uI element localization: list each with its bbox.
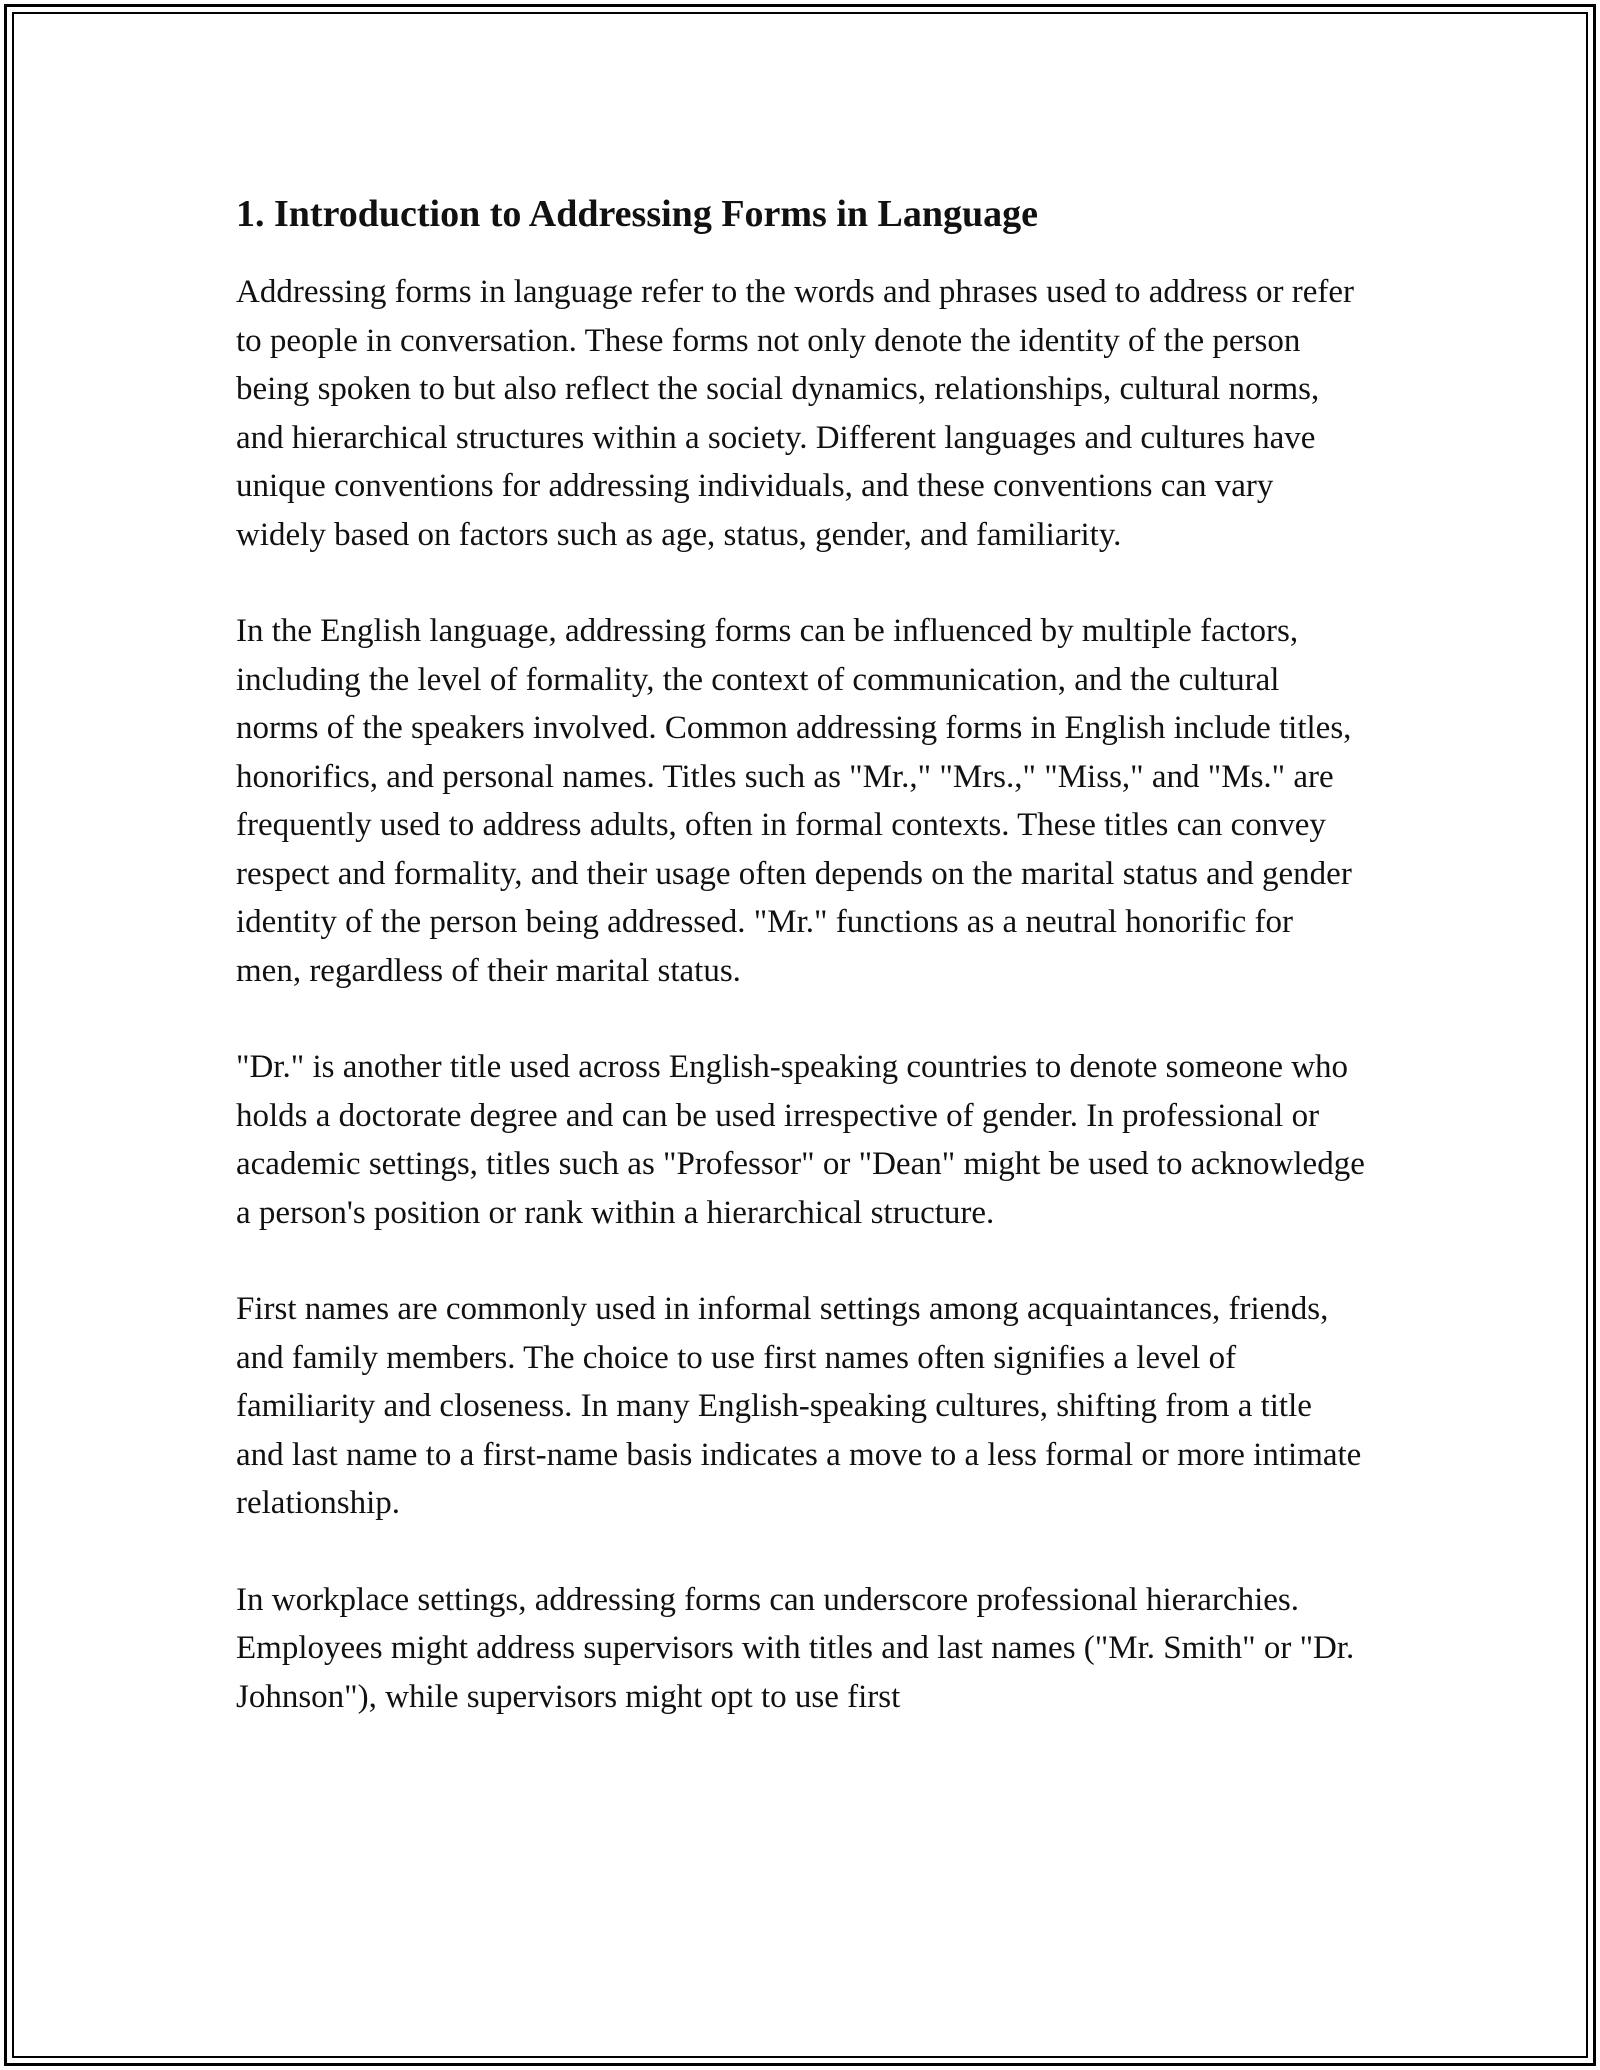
- paragraph-3: "Dr." is another title used across English-speaking countries to denote someone who holds a doctorate degree and can be used irrespective of gender. In professional or academic settings, titles such as "Professor" or "Dean" might be used to acknowledge a person's position or rank within a hierarchical structure.: [236, 1049, 1365, 1231]
- paragraph-5: In workplace settings, addressing forms can underscore professional hierarchies. Employees might address supervisors with titles and last names ("Mr. Smith" or "Dr. Johnson"), while supervisors might opt to use first: [236, 1581, 1355, 1715]
- section-heading: 1. Introduction to Addressing Forms in Language: [236, 193, 1039, 235]
- paragraph-4: First names are commonly used in informal settings among acquaintances, friends, and family members. The choice to use first names often signifies a level of familiarity and closeness. In many English-speaking cultures, shifting from a title and last name to a first-name basis indicates a move to a less formal or more intimate relationship.: [236, 1291, 1362, 1521]
- paragraph-2: In the English language, addressing forms can be influenced by multiple factors, including the level of formality, the context of communication, and the cultural norms of the speakers involved. Common addressing forms in English include titles, honorifics, and personal names. Titles such as "Mr.," "Mrs.," "Miss," and "Ms." are frequently used to address adults, often in formal contexts. These titles can convey respect and formality, and their usage often depends on the marital status and gender identity of the person being addressed. "Mr." functions as a neutral honorific for men, regardless of their marital status.: [236, 613, 1352, 989]
- paragraph-1: Addressing forms in language refer to the words and phrases used to address or refer to people in conversation. These forms not only denote the identity of the person being spoken to but also reflect the social dynamics, relationships, cultural norms, and hierarchical structures within a society. Different languages and cultures have unique conventions for addressing individuals, and these conventions can vary widely based on factors such as age, status, gender, and familiarity.: [236, 274, 1354, 553]
- document-body: [236, 186, 1366, 1769]
